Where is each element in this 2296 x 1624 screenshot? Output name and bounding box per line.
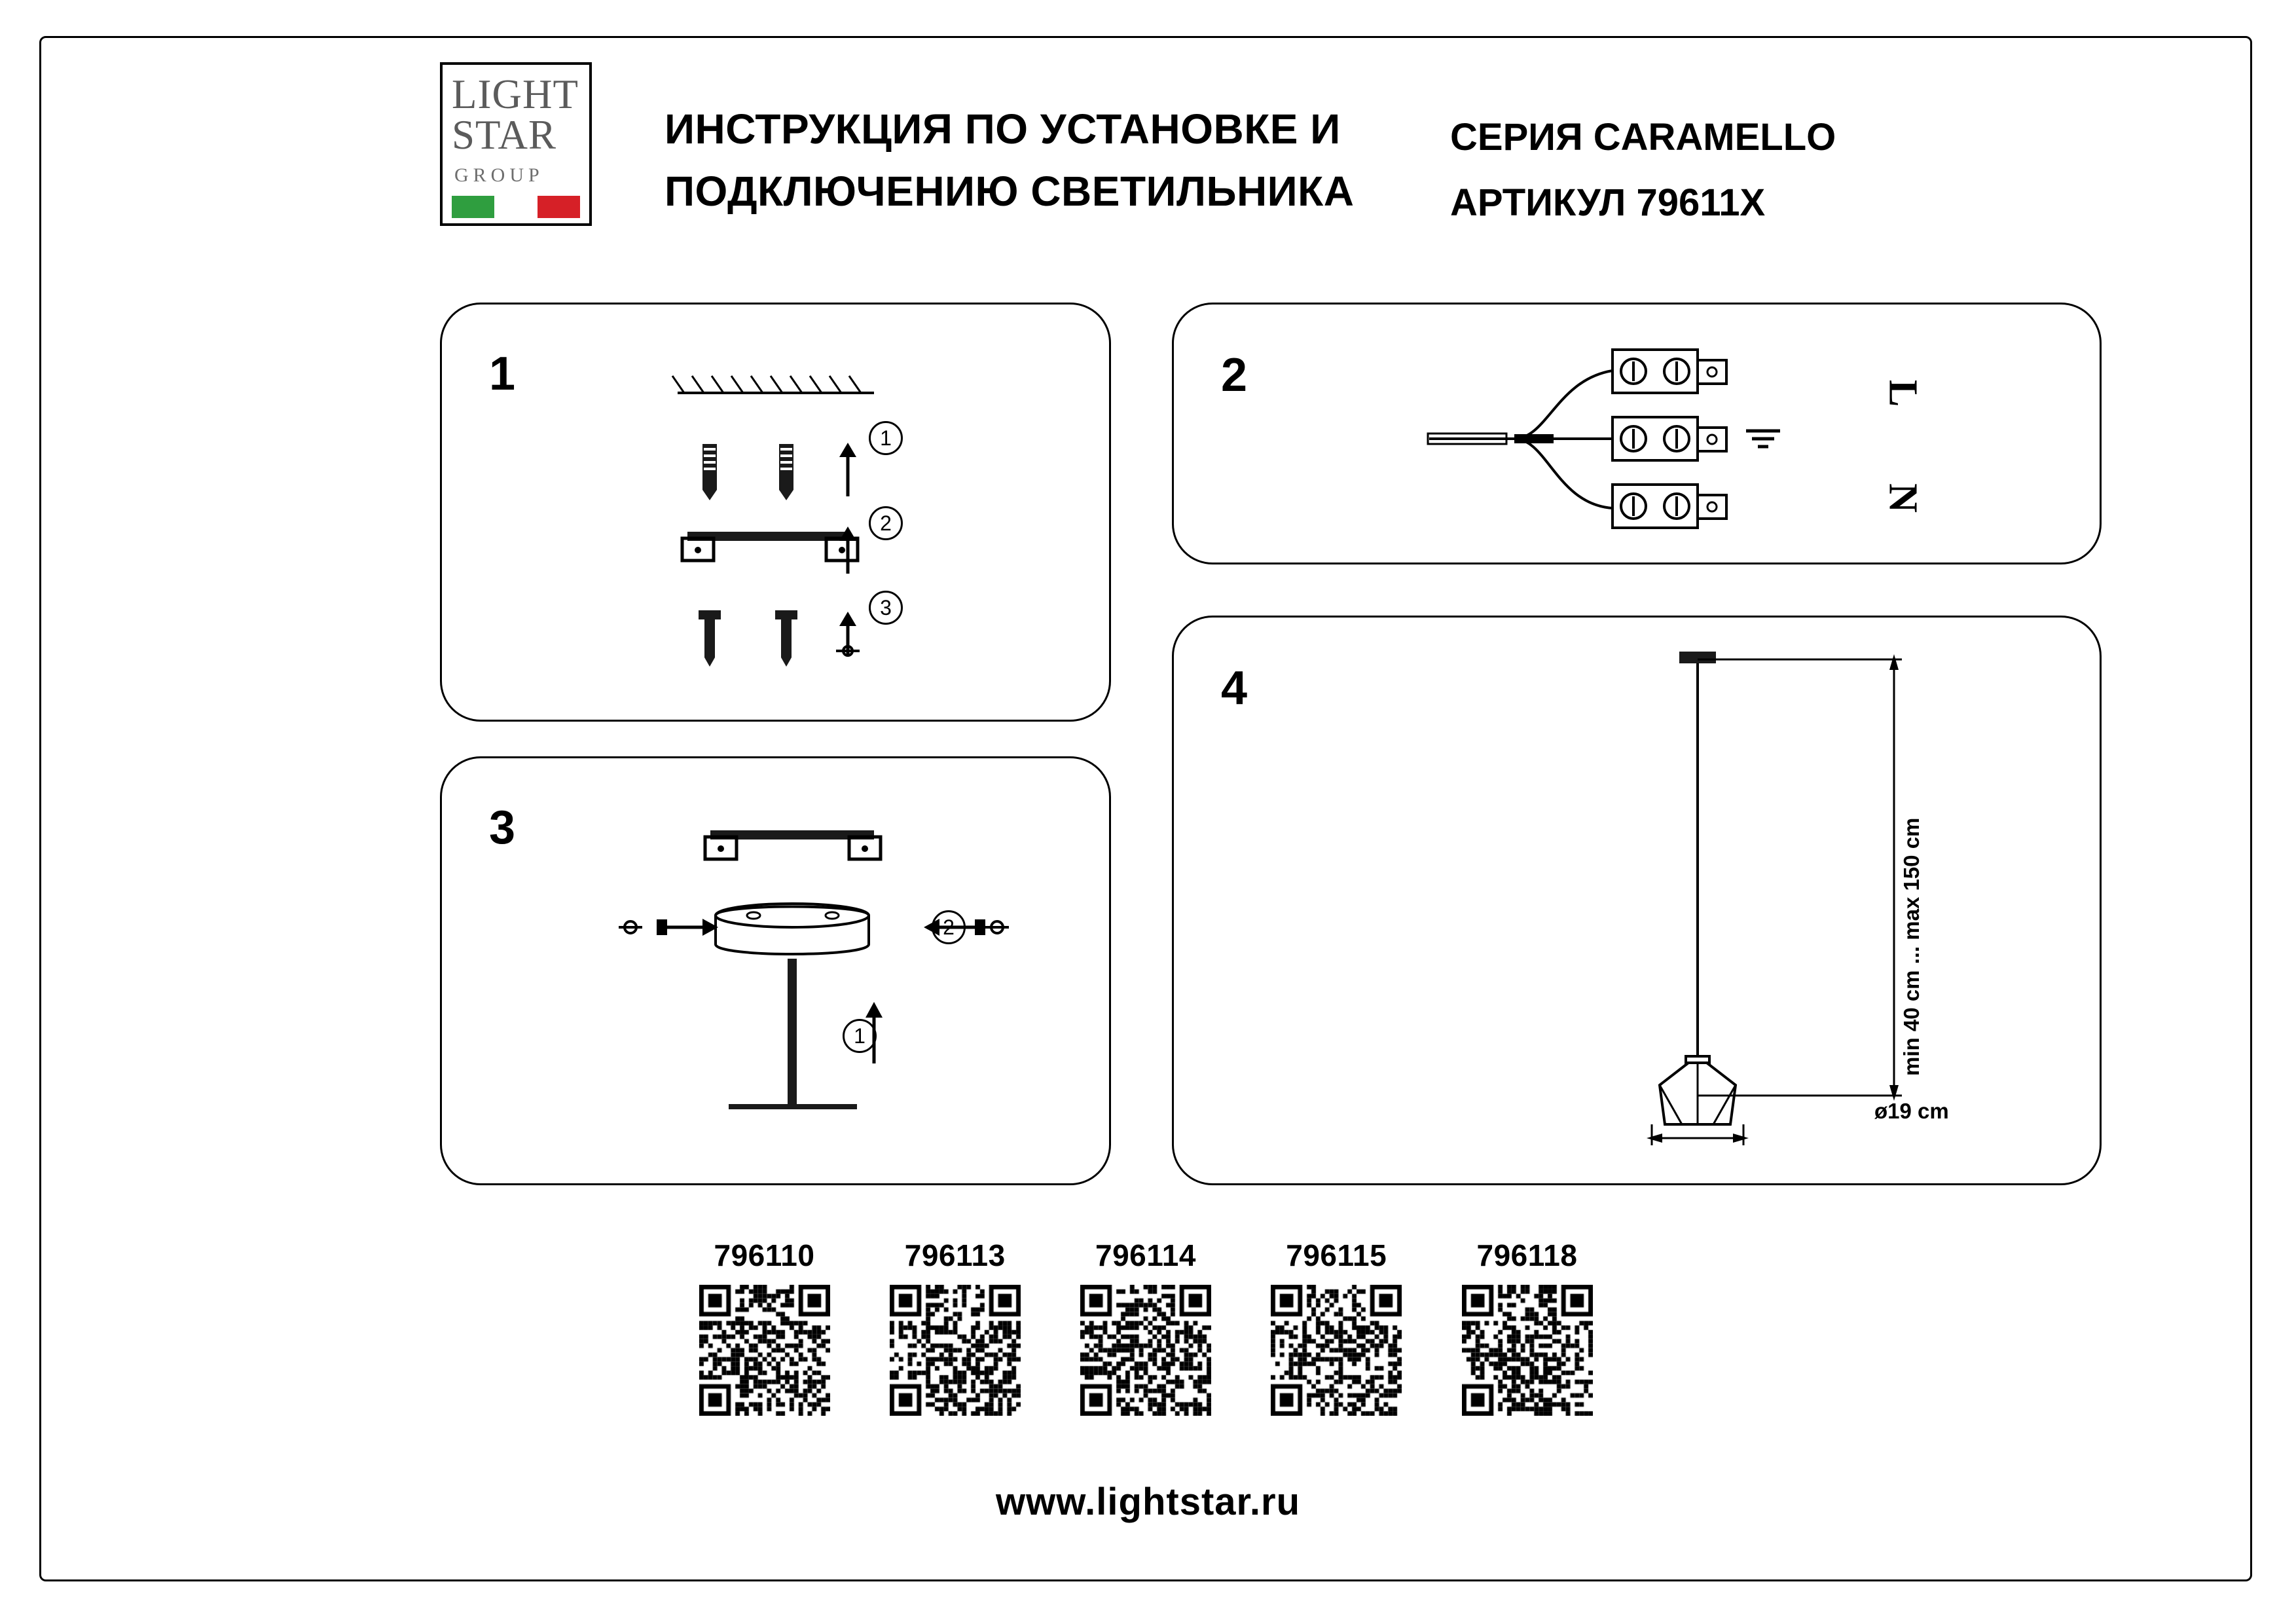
logo-wordmark	[452, 71, 579, 158]
code-label: 796113	[904, 1238, 1006, 1272]
page-title	[665, 98, 1437, 223]
code-label: 796118	[1476, 1238, 1578, 1272]
step-3-callout-1: 1	[843, 1019, 877, 1053]
brand-logo	[440, 62, 592, 226]
step-1-panel	[440, 303, 1111, 722]
code-item	[1457, 1238, 1597, 1419]
code-item	[1076, 1238, 1216, 1419]
qr-code-icon[interactable]	[699, 1285, 830, 1416]
terminal-label-N: N	[1880, 483, 1925, 513]
qr-code-icon[interactable]	[1271, 1285, 1402, 1416]
step-4-diagram	[1436, 644, 2025, 1161]
qr-code-icon[interactable]	[890, 1285, 1021, 1416]
step-1-callout-3: 3	[869, 591, 903, 625]
product-code-list	[694, 1238, 1597, 1419]
logo-line-2: STAR	[452, 112, 556, 158]
title-line-2: ПОДКЛЮЧЕНИЮ СВЕТИЛЬНИКА	[665, 168, 1355, 215]
height-dimension-label: min 40 cm ... max 150 cm	[1899, 817, 1923, 1076]
code-label: 796115	[1286, 1238, 1387, 1272]
step-3-callout-2: 2	[932, 910, 966, 944]
product-identification	[1450, 105, 2105, 236]
code-item	[694, 1238, 835, 1419]
step-3-number: 3	[489, 802, 516, 854]
code-item	[1266, 1238, 1407, 1419]
website-url[interactable]: www.lightstar.ru	[995, 1481, 1301, 1523]
step-4-number: 4	[1221, 662, 1248, 714]
step-3-panel	[440, 756, 1111, 1185]
terminal-label-L: L	[1880, 379, 1925, 407]
italy-flag-icon	[452, 196, 580, 218]
title-line-1: ИНСТРУКЦИЯ ПО УСТАНОВКЕ И	[665, 105, 1341, 153]
code-item	[884, 1238, 1025, 1419]
step-1-number: 1	[489, 348, 516, 400]
code-label: 796114	[1095, 1238, 1196, 1272]
article-label: АРТИКУЛ 79611X	[1450, 181, 1766, 224]
step-1-callout-2: 2	[869, 506, 903, 540]
series-label: СЕРИЯ CARAMELLO	[1450, 116, 1836, 158]
step-2-panel	[1172, 303, 2102, 564]
step-2-diagram	[1416, 341, 1927, 537]
logo-line-1: LIGHT	[452, 71, 579, 117]
step-2-number: 2	[1221, 349, 1248, 401]
qr-code-icon[interactable]	[1080, 1285, 1211, 1416]
step-1-callout-1: 1	[869, 421, 903, 455]
step-3-diagram	[560, 804, 1084, 1158]
qr-code-icon[interactable]	[1462, 1285, 1593, 1416]
diameter-dimension-label: ø19 cm	[1874, 1099, 1949, 1123]
logo-group-text: GROUP	[454, 164, 544, 186]
step-4-panel	[1172, 616, 2102, 1185]
code-label: 796110	[714, 1238, 815, 1272]
